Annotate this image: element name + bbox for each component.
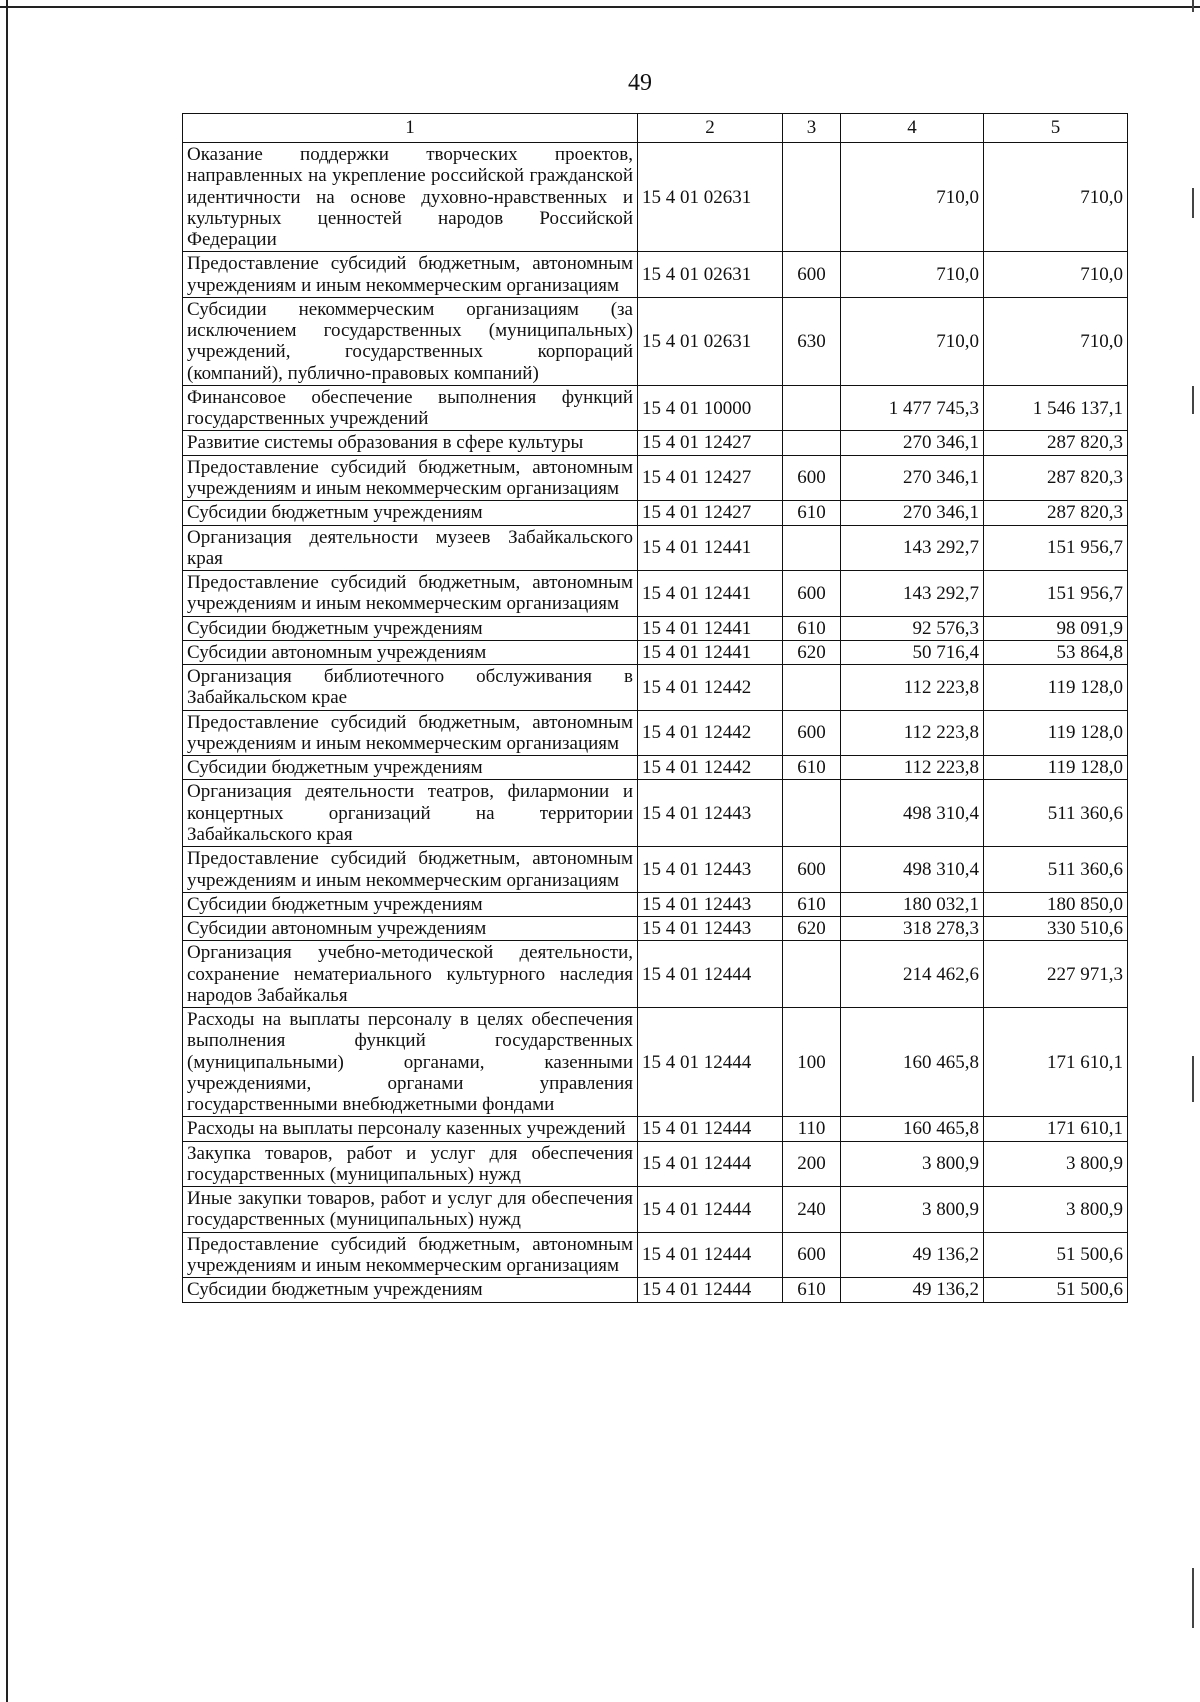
target-code-cell: 15 4 01 12442 [638,756,783,780]
amount-col4-cell: 214 462,6 [841,941,984,1008]
table-row [183,143,1128,252]
amount-col4-cell: 318 278,3 [841,917,984,941]
expense-type-cell: 100 [783,1008,841,1117]
table-row [183,455,1128,501]
expense-type-cell: 240 [783,1187,841,1233]
amount-col5-cell: 710,0 [984,143,1128,252]
table-row [183,1232,1128,1278]
amount-col5-cell: 151 956,7 [984,571,1128,617]
expense-type-cell: 110 [783,1117,841,1141]
scan-artifact [1192,188,1194,218]
target-code-cell: 15 4 01 12443 [638,847,783,893]
expense-name-cell: Субсидии бюджетным учреждениям [183,501,638,525]
target-code-cell: 15 4 01 12444 [638,1117,783,1141]
table-row [183,780,1128,847]
table-row [183,847,1128,893]
target-code-cell: 15 4 01 12444 [638,1187,783,1233]
expense-type-cell: 620 [783,917,841,941]
expense-name-cell: Организация деятельности театров, филармонии и концертных организаций на территории Забайкальского края [183,780,638,847]
expense-type-cell [783,143,841,252]
expense-name-cell: Субсидии автономным учреждениям [183,917,638,941]
amount-col5-cell: 53 864,8 [984,640,1128,664]
expense-type-cell [783,665,841,711]
amount-col5-cell: 287 820,3 [984,431,1128,455]
expense-type-cell [783,385,841,431]
expense-name-cell: Оказание поддержки творческих проектов, направленных на укрепление российской гражданской идентичности на основе духовно-нравственных и культурных ценностей народов Российской Федерации [183,143,638,252]
amount-col4-cell: 270 346,1 [841,455,984,501]
expense-type-cell: 200 [783,1141,841,1187]
target-code-cell: 15 4 01 02631 [638,252,783,298]
amount-col4-cell: 498 310,4 [841,780,984,847]
table-row [183,1141,1128,1187]
target-code-cell: 15 4 01 12443 [638,780,783,847]
amount-col4-cell: 49 136,2 [841,1278,984,1302]
table-row [183,252,1128,298]
amount-col5-cell: 51 500,6 [984,1278,1128,1302]
table-row [183,941,1128,1008]
amount-col4-cell: 180 032,1 [841,892,984,916]
target-code-cell: 15 4 01 12442 [638,665,783,711]
table-row [183,1278,1128,1302]
expense-name-cell: Предоставление субсидий бюджетным, автономным учреждениям и иным некоммерческим организациям [183,710,638,756]
expense-name-cell: Предоставление субсидий бюджетным, автономным учреждениям и иным некоммерческим организациям [183,252,638,298]
expense-type-cell: 600 [783,571,841,617]
target-code-cell: 15 4 01 12441 [638,640,783,664]
amount-col4-cell: 270 346,1 [841,431,984,455]
amount-col4-cell: 3 800,9 [841,1187,984,1233]
target-code-cell: 15 4 01 12444 [638,1141,783,1187]
table-row [183,1117,1128,1141]
table-row [183,665,1128,711]
amount-col5-cell: 98 091,9 [984,616,1128,640]
amount-col4-cell: 498 310,4 [841,847,984,893]
amount-col4-cell: 50 716,4 [841,640,984,664]
amount-col4-cell: 112 223,8 [841,756,984,780]
column-header: 2 [638,114,783,143]
expense-type-cell [783,431,841,455]
expense-type-cell [783,525,841,571]
expense-name-cell: Иные закупки товаров, работ и услуг для обеспечения государственных (муниципальных) нужд [183,1187,638,1233]
expense-type-cell [783,941,841,1008]
amount-col5-cell: 3 800,9 [984,1141,1128,1187]
table-row [183,917,1128,941]
amount-col5-cell: 119 128,0 [984,756,1128,780]
expense-type-cell: 610 [783,1278,841,1302]
target-code-cell: 15 4 01 12444 [638,1008,783,1117]
amount-col4-cell: 1 477 745,3 [841,385,984,431]
expense-name-cell: Развитие системы образования в сфере культуры [183,431,638,455]
amount-col4-cell: 270 346,1 [841,501,984,525]
amount-col4-cell: 92 576,3 [841,616,984,640]
scan-artifact [1192,386,1194,414]
amount-col5-cell: 180 850,0 [984,892,1128,916]
amount-col4-cell: 160 465,8 [841,1008,984,1117]
page-number: 49 [628,70,652,96]
target-code-cell: 15 4 01 12444 [638,1278,783,1302]
amount-col5-cell: 51 500,6 [984,1232,1128,1278]
table-row [183,297,1128,385]
table-row [183,501,1128,525]
expense-type-cell: 630 [783,297,841,385]
expense-name-cell: Субсидии автономным учреждениям [183,640,638,664]
expense-type-cell: 600 [783,710,841,756]
amount-col4-cell: 49 136,2 [841,1232,984,1278]
amount-col4-cell: 112 223,8 [841,665,984,711]
table-row [183,892,1128,916]
target-code-cell: 15 4 01 12441 [638,525,783,571]
amount-col4-cell: 112 223,8 [841,710,984,756]
scan-artifact [1192,1056,1194,1102]
expense-name-cell: Предоставление субсидий бюджетным, автономным учреждениям и иным некоммерческим организациям [183,847,638,893]
table-row [183,571,1128,617]
amount-col5-cell: 330 510,6 [984,917,1128,941]
expense-type-cell: 600 [783,252,841,298]
expense-name-cell: Субсидии бюджетным учреждениям [183,1278,638,1302]
amount-col5-cell: 287 820,3 [984,501,1128,525]
amount-col4-cell: 710,0 [841,252,984,298]
scan-border-top [0,0,1200,8]
amount-col4-cell: 3 800,9 [841,1141,984,1187]
table-row [183,756,1128,780]
amount-col5-cell: 1 546 137,1 [984,385,1128,431]
amount-col5-cell: 511 360,6 [984,847,1128,893]
table-row [183,385,1128,431]
table-row [183,1187,1128,1233]
target-code-cell: 15 4 01 02631 [638,143,783,252]
expense-type-cell: 610 [783,616,841,640]
target-code-cell: 15 4 01 12441 [638,571,783,617]
target-code-cell: 15 4 01 02631 [638,297,783,385]
column-header: 3 [783,114,841,143]
amount-col5-cell: 287 820,3 [984,455,1128,501]
amount-col4-cell: 710,0 [841,143,984,252]
column-header: 4 [841,114,984,143]
expense-name-cell: Организация библиотечного обслуживания в Забайкальском крае [183,665,638,711]
scan-artifact [1192,1568,1194,1628]
amount-col4-cell: 143 292,7 [841,571,984,617]
amount-col5-cell: 511 360,6 [984,780,1128,847]
target-code-cell: 15 4 01 12427 [638,455,783,501]
expense-name-cell: Субсидии бюджетным учреждениям [183,616,638,640]
target-code-cell: 15 4 01 12443 [638,892,783,916]
target-code-cell: 15 4 01 12442 [638,710,783,756]
expense-name-cell: Расходы на выплаты персоналу казенных учреждений [183,1117,638,1141]
column-header: 1 [183,114,638,143]
expense-type-cell: 610 [783,501,841,525]
amount-col5-cell: 710,0 [984,252,1128,298]
expense-type-cell: 600 [783,847,841,893]
amount-col5-cell: 119 128,0 [984,710,1128,756]
expense-name-cell: Предоставление субсидий бюджетным, автономным учреждениям и иным некоммерческим организациям [183,571,638,617]
target-code-cell: 15 4 01 12444 [638,941,783,1008]
budget-table [182,113,1128,1303]
expense-name-cell: Субсидии некоммерческим организациям (за исключением государственных (муниципальных) учреждений, государственных корпораций (компаний), публично-правовых компаний) [183,297,638,385]
amount-col4-cell: 160 465,8 [841,1117,984,1141]
expense-name-cell: Финансовое обеспечение выполнения функций государственных учреждений [183,385,638,431]
expense-name-cell: Расходы на выплаты персоналу в целях обеспечения выполнения функций государственных (муниципальными) органами, казенными учреждениями, органами управления государственными внебюджетными фондами [183,1008,638,1117]
amount-col5-cell: 171 610,1 [984,1008,1128,1117]
amount-col5-cell: 3 800,9 [984,1187,1128,1233]
expense-type-cell: 610 [783,756,841,780]
amount-col5-cell: 151 956,7 [984,525,1128,571]
expense-type-cell: 600 [783,1232,841,1278]
amount-col5-cell: 171 610,1 [984,1117,1128,1141]
expense-name-cell: Субсидии бюджетным учреждениям [183,756,638,780]
table-row [183,710,1128,756]
expense-type-cell [783,780,841,847]
expense-name-cell: Предоставление субсидий бюджетным, автономным учреждениям и иным некоммерческим организациям [183,1232,638,1278]
expense-name-cell: Организация учебно-методической деятельности, сохранение нематериального культурного наследия народов Забайкалья [183,941,638,1008]
target-code-cell: 15 4 01 12441 [638,616,783,640]
table-row [183,1008,1128,1117]
target-code-cell: 15 4 01 12444 [638,1232,783,1278]
table-header-row [183,114,1128,143]
amount-col4-cell: 143 292,7 [841,525,984,571]
table-row [183,640,1128,664]
expense-name-cell: Субсидии бюджетным учреждениям [183,892,638,916]
expense-name-cell: Предоставление субсидий бюджетным, автономным учреждениям и иным некоммерческим организациям [183,455,638,501]
target-code-cell: 15 4 01 12443 [638,917,783,941]
scan-border-left [0,0,8,1702]
expense-type-cell: 620 [783,640,841,664]
expense-type-cell: 610 [783,892,841,916]
expense-name-cell: Организация деятельности музеев Забайкальского края [183,525,638,571]
column-header: 5 [984,114,1128,143]
amount-col4-cell: 710,0 [841,297,984,385]
target-code-cell: 15 4 01 12427 [638,501,783,525]
table-row [183,616,1128,640]
target-code-cell: 15 4 01 12427 [638,431,783,455]
scan-artifact [1192,0,1194,12]
amount-col5-cell: 227 971,3 [984,941,1128,1008]
expense-type-cell: 600 [783,455,841,501]
table-row [183,525,1128,571]
amount-col5-cell: 119 128,0 [984,665,1128,711]
table-row [183,431,1128,455]
expense-name-cell: Закупка товаров, работ и услуг для обеспечения государственных (муниципальных) нужд [183,1141,638,1187]
target-code-cell: 15 4 01 10000 [638,385,783,431]
amount-col5-cell: 710,0 [984,297,1128,385]
